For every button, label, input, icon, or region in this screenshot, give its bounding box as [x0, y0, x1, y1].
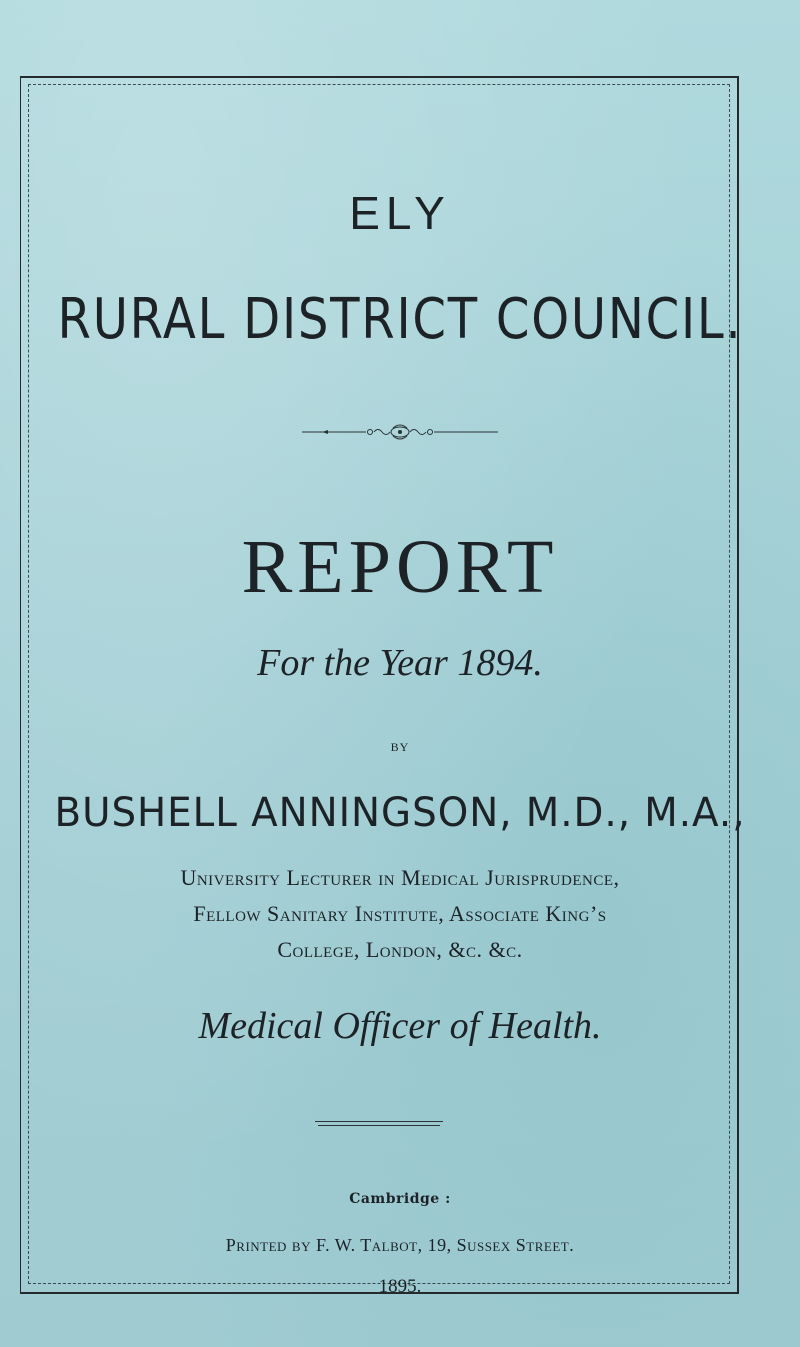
credential-line: University Lecturer in Medical Jurisprudence, [180, 865, 620, 890]
by-label: BY [390, 740, 410, 754]
council-heading: RURAL DISTRICT COUNCIL. [57, 287, 743, 352]
decorative-flourish-icon [300, 422, 500, 442]
place-heading: ELY [349, 187, 451, 239]
imprint-printer: Printed by F. W. Talbot, 19, Sussex Street. [225, 1235, 575, 1255]
report-title: REPORT [241, 525, 559, 609]
author-name: BUSHELL ANNINGSON, M.D., M.A., [54, 790, 746, 836]
divider-rule [315, 1121, 443, 1122]
credential-line: College, London, &c. &c. [277, 937, 523, 962]
report-period: For the Year 1894. [257, 642, 543, 684]
credential-line: Fellow Sanitary Institute, Associate King’s [193, 901, 607, 926]
divider-rule [318, 1125, 440, 1126]
imprint-city: Cambridge : [349, 1191, 451, 1207]
imprint-year: 1895. [378, 1276, 422, 1297]
author-role: Medical Officer of Health. [198, 1005, 602, 1047]
inner-border [28, 84, 730, 1284]
